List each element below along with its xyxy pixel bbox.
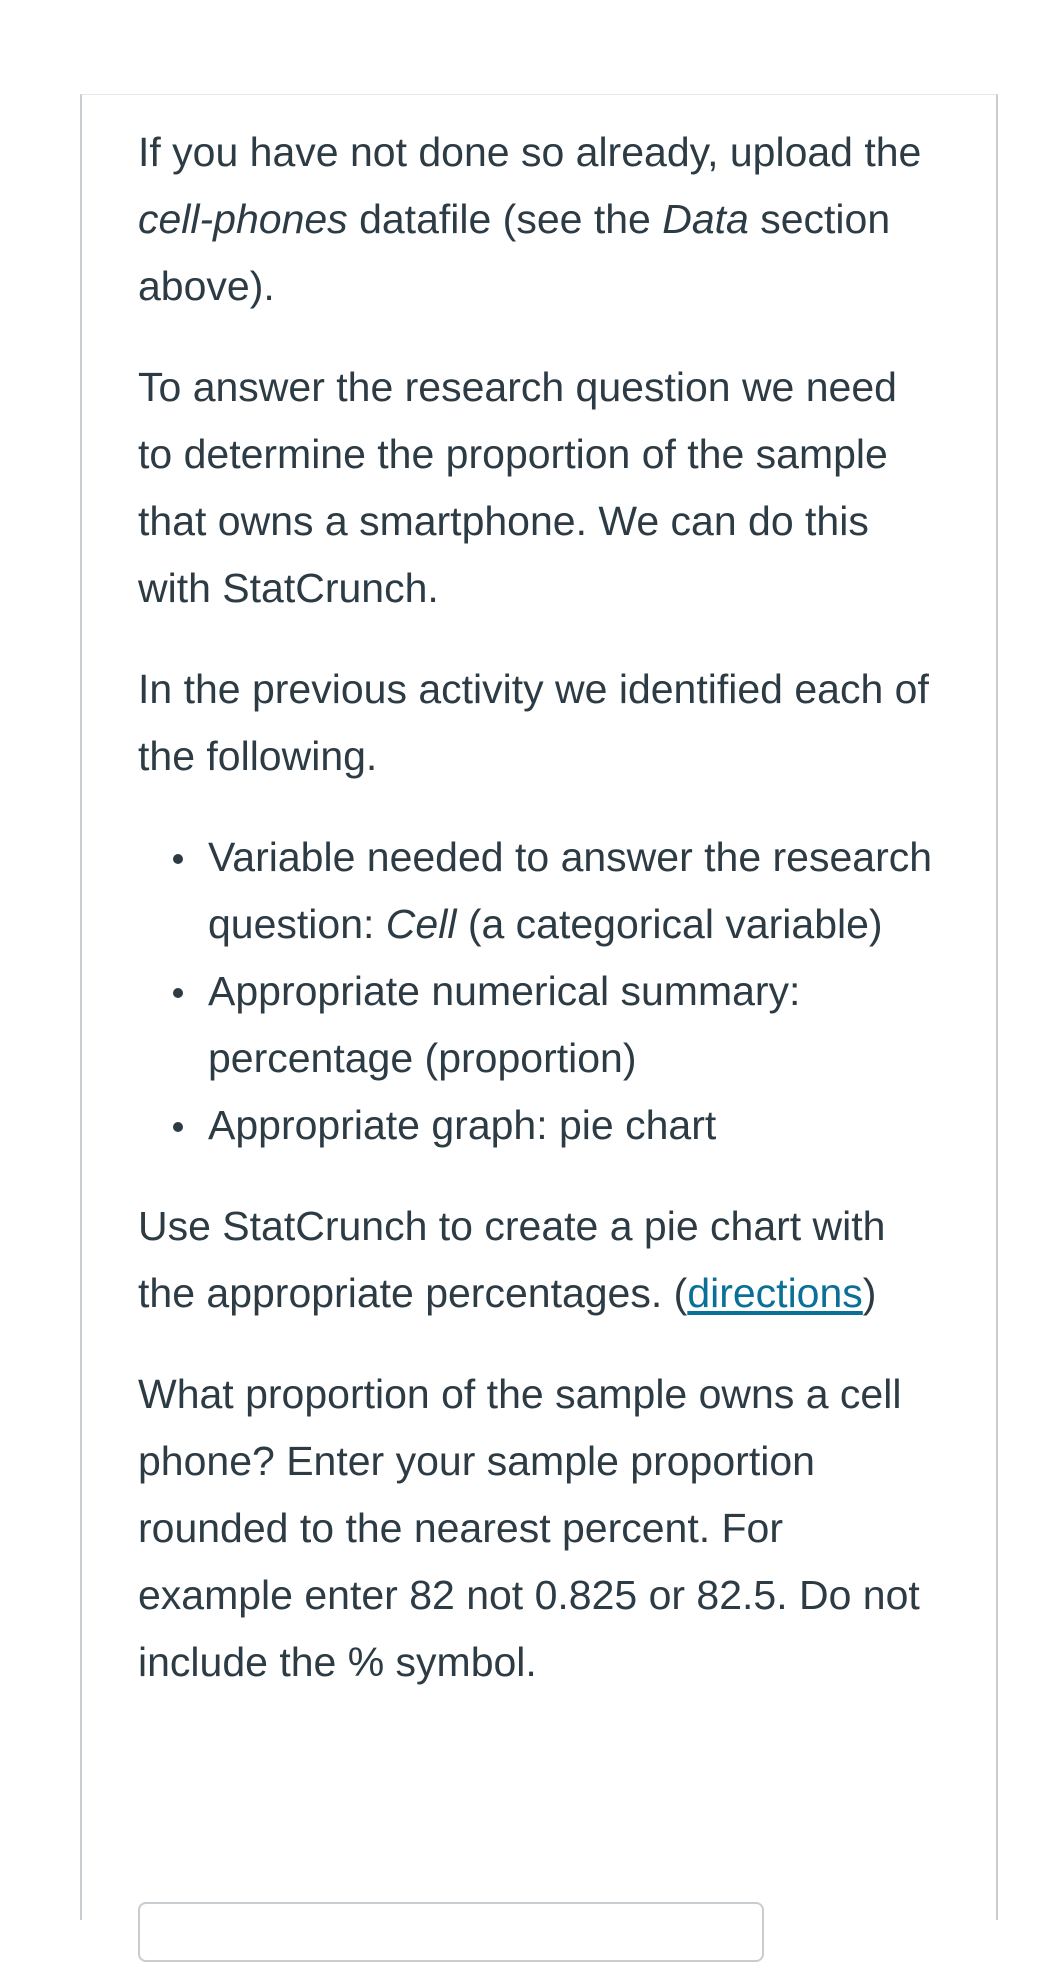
answer-input[interactable] bbox=[138, 1902, 764, 1962]
question-text: What proportion of the sample owns a cell phone? Enter your sample proportion rounded to the nearest percent. For example enter 82 not 0.825 or 82.5. Do not include the % symbol. bbox=[138, 1371, 920, 1685]
instruction-research: To answer the research question we need to determine the proportion of the sample that owns a smartphone. We can do this with StatCrunch. bbox=[138, 364, 897, 611]
instruction-previous: In the previous activity we identified each of the following. bbox=[138, 666, 929, 779]
list-item-numerical-summary: Appropriate numerical summary: percentage (proportion) bbox=[208, 958, 938, 1092]
summary-list bbox=[138, 824, 938, 1159]
variable-name: Cell bbox=[385, 901, 457, 947]
list-item-variable: Variable needed to answer the research question: Cell (a categorical variable) bbox=[208, 824, 938, 958]
instruction-upload: If you have not done so already, upload the cell-phones datafile (see the Data section above). bbox=[138, 129, 922, 309]
question-panel bbox=[80, 94, 998, 1920]
question-content bbox=[138, 119, 938, 1730]
list-item-graph: Appropriate graph: pie chart bbox=[208, 1092, 938, 1159]
instruction-statcrunch: Use StatCrunch to create a pie chart with the appropriate percentages. (directions) bbox=[138, 1203, 886, 1316]
datafile-name: cell-phones bbox=[138, 196, 348, 242]
data-section-name: Data bbox=[662, 196, 749, 242]
directions-link[interactable]: directions bbox=[687, 1270, 863, 1316]
